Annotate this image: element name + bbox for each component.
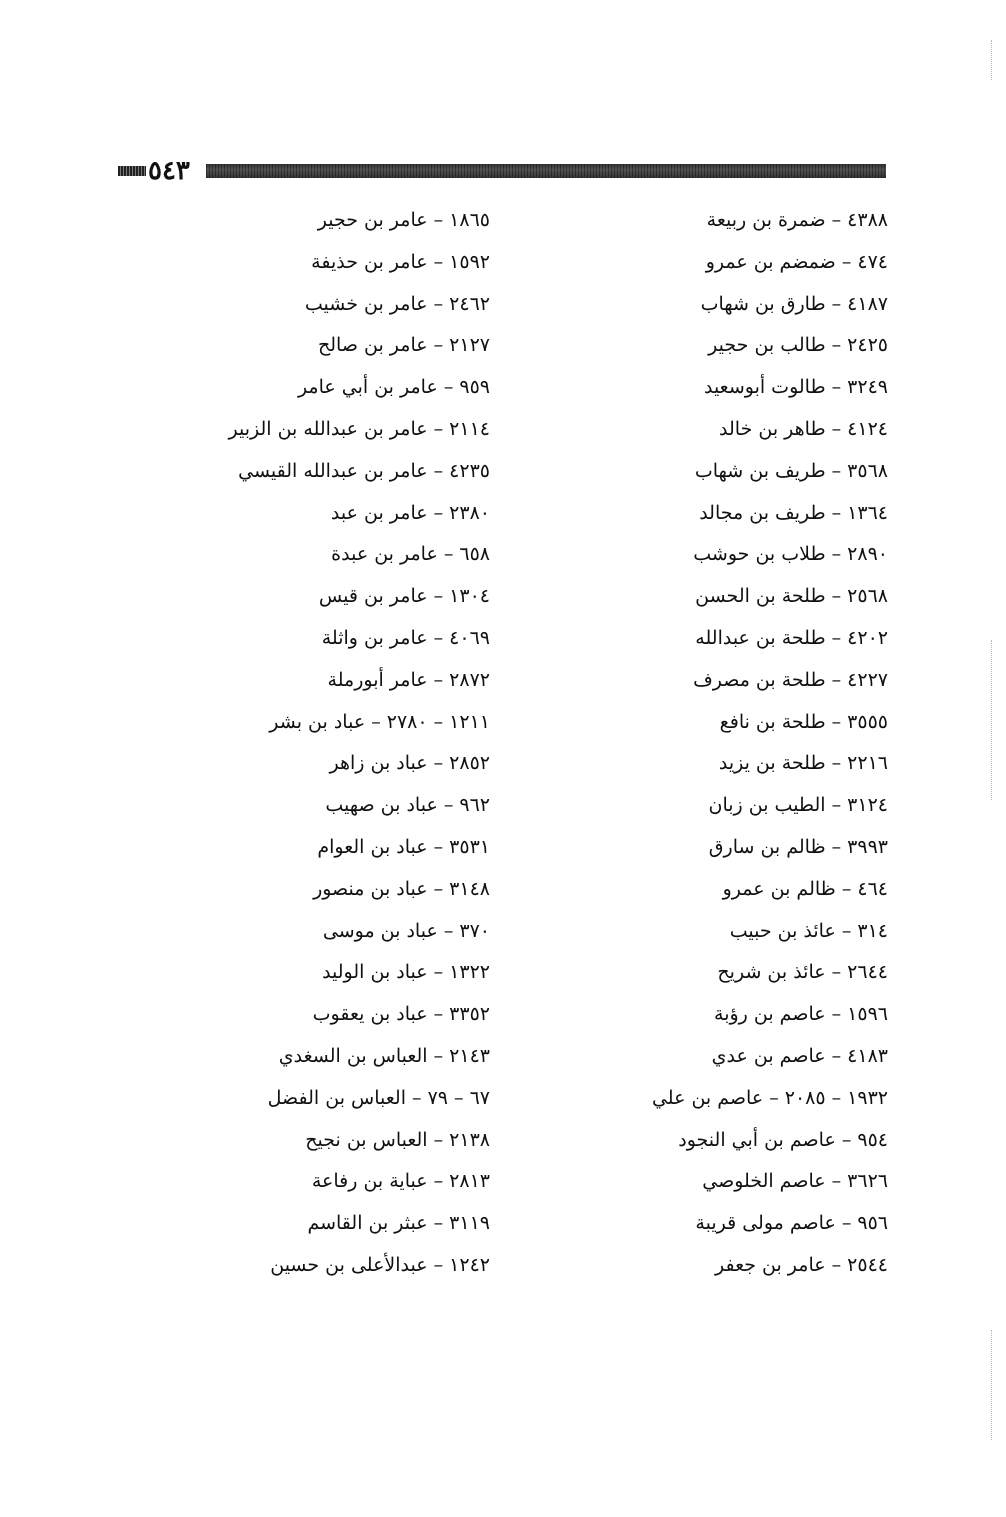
page-header [118, 156, 886, 186]
index-entry: ٣١٤ – عائذ بن حبيب [729, 919, 888, 942]
index-entry: ١٣٦٤ – طريف بن مجالد [699, 501, 888, 524]
index-entry: ٢٥٦٨ – طلحة بن الحسن [695, 585, 888, 608]
index-entry: ١٨٦٥ – عامر بن حجير [317, 209, 490, 231]
index-entry: ٤١٢٤ – طاهر بن خالد [719, 417, 888, 440]
index-entry: ٣٦٢٦ – عاصم الخلوصي [702, 1170, 888, 1193]
index-entry: ٣٣٥٢ – عباد بن يعقوب [312, 1003, 490, 1026]
index-entry: ١٢٤٢ – عبدالأعلى بن حسين [270, 1253, 490, 1276]
index-entry: ٣٥٦٨ – طريف بن شهاب [694, 459, 888, 482]
index-entry: ٢٥٤٤ – عامر بن جعفر [714, 1253, 888, 1276]
index-entry: ٢٨٥٢ – عباد بن زاهر [329, 752, 490, 775]
index-entry: ٤٣٨٨ – ضمرة بن ربيعة [706, 209, 888, 231]
index-column-left [160, 200, 490, 1287]
header-ornament-small [118, 166, 146, 176]
index-entry: ٢١٢٧ – عامر بن صالح [317, 334, 490, 357]
index-entry: ٢٨١٣ – عباية بن رفاعة [311, 1170, 490, 1193]
index-entry: ٤٢٢٧ – طلحة بن مصرف [693, 668, 888, 691]
index-entry: ٣١٤٨ – عباد بن منصور [313, 877, 490, 900]
index-entry: ٦٧ – ٧٩ – العباس بن الفضل [267, 1086, 490, 1109]
index-entry: ٤١٨٧ – طارق بن شهاب [700, 292, 888, 315]
margin-dots-bottom [989, 1330, 992, 1440]
index-entry: ٢١٤٣ – العباس بن السغدي [278, 1044, 490, 1067]
index-entry: ٤٠٦٩ – عامر بن واثلة [321, 626, 490, 649]
index-entry: ٢٣٨٠ – عامر بن عبد [330, 501, 490, 524]
index-entry: ٣١١٩ – عبثر بن القاسم [307, 1212, 490, 1235]
index-entry: ٣٩٩٣ – ظالم بن سارق [708, 835, 888, 858]
index-entry: ٢٨٩٠ – طلاب بن حوشب [693, 543, 888, 566]
index-entry: ١٥٩٦ – عاصم بن رؤبة [714, 1003, 888, 1026]
index-entry: ٤٧٤ – ضمضم بن عمرو [705, 250, 888, 273]
index-entry: ١٩٣٢ – ٢٠٨٥ – عاصم بن علي [651, 1086, 888, 1109]
index-entry: ٣٢٤٩ – طالوت أبوسعيد [703, 376, 888, 399]
margin-dots-top [989, 40, 992, 80]
index-entry: ٩٦٢ – عباد بن صهيب [325, 794, 490, 817]
index-column-right [558, 200, 888, 1287]
index-entry: ٤٢٠٢ – طلحة بن عبدالله [695, 626, 888, 649]
index-entry: ٢١١٤ – عامر بن عبدالله بن الزبير [228, 417, 490, 440]
index-entry: ٢٨٧٢ – عامر أبورملة [327, 668, 490, 691]
index-entry: ٦٥٨ – عامر بن عبدة [331, 543, 490, 566]
page-number: ٥٤٣ [148, 156, 190, 186]
index-entry: ٣٥٣١ – عباد بن العوام [317, 835, 490, 858]
index-entry: ٣٥٥٥ – طلحة بن نافع [719, 710, 888, 733]
index-entry: ١٣٠٤ – عامر بن قيس [318, 585, 490, 608]
index-entry: ٩٥٤ – عاصم بن أبي النجود [678, 1128, 888, 1151]
index-entry: ٤٦٤ – ظالم بن عمرو [722, 877, 888, 900]
index-entry: ٣١٢٤ – الطيب بن زبان [708, 794, 888, 817]
index-entry: ١٢١١ – ٢٧٨٠ – عباد بن بشر [269, 710, 490, 733]
index-entry: ٩٥٦ – عاصم مولى قريبة [695, 1212, 888, 1235]
index-entry: ٤٢٣٥ – عامر بن عبدالله القيسي [238, 459, 490, 482]
index-entry: ٢٦٤٤ – عائذ بن شريح [717, 961, 888, 984]
index-entry: ٢١٣٨ – العباس بن نجيح [305, 1128, 490, 1151]
index-entry: ١٣٢٢ – عباد بن الوليد [322, 961, 490, 984]
index-entry: ٢٤٦٢ – عامر بن خشيب [304, 292, 490, 315]
index-entry: ٢٢١٦ – طلحة بن يزيد [718, 752, 888, 775]
index-entry: ١٥٩٢ – عامر بن حذيفة [311, 250, 490, 273]
index-entry: ٢٤٢٥ – طالب بن حجير [708, 334, 888, 357]
index-entry: ٣٧٠ – عباد بن موسى [322, 919, 490, 942]
index-entry: ٤١٨٣ – عاصم بن عدي [711, 1044, 888, 1067]
margin-dots-middle [989, 640, 992, 800]
header-ornament-bar [206, 164, 886, 178]
index-entry: ٩٥٩ – عامر بن أبي عامر [297, 376, 490, 399]
